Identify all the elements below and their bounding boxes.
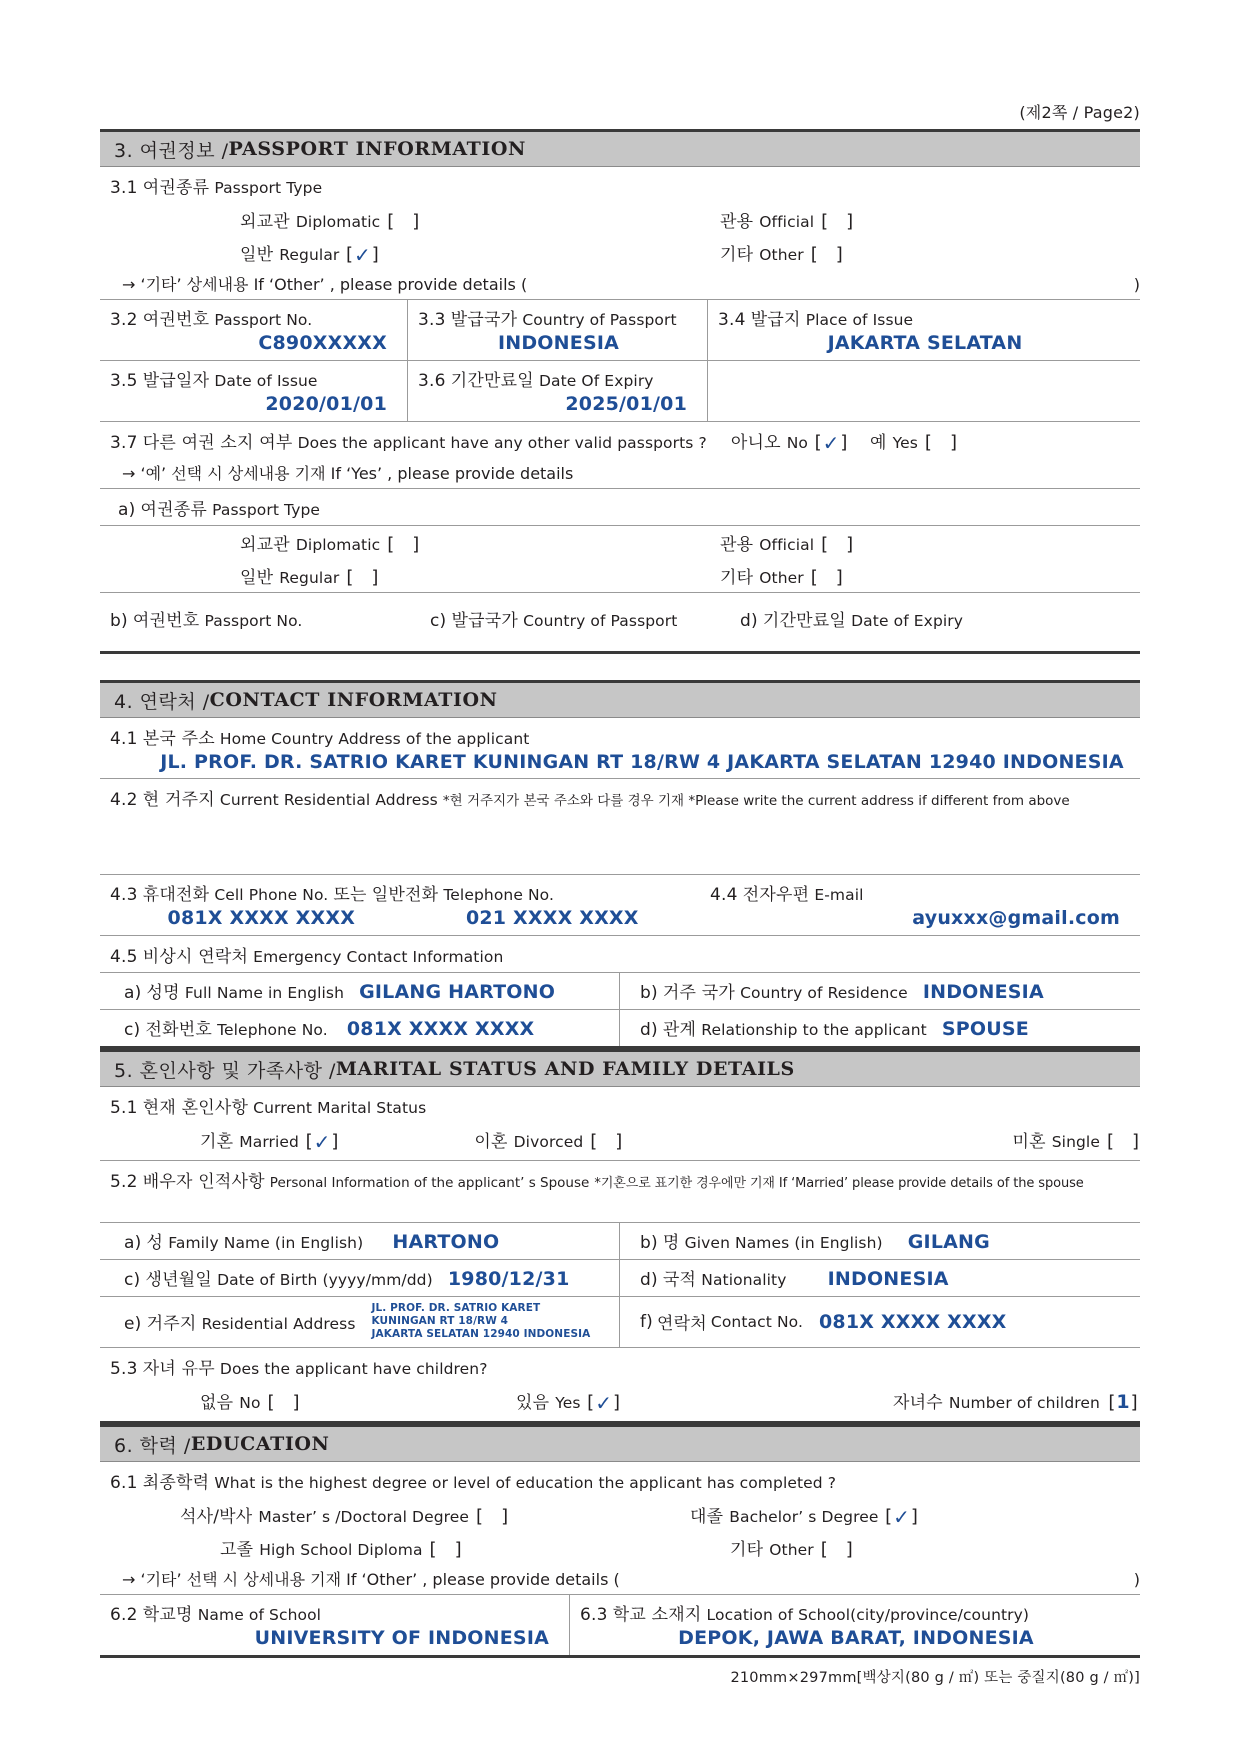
option-other-ko: 기타	[720, 245, 754, 265]
field-6-3-label-en: Location of School(city/province/country)	[706, 1606, 1030, 1625]
field-4-5-c-label-ko: 전화번호	[145, 1020, 212, 1040]
field-3-6-label-en: Date Of Expiry	[538, 372, 654, 390]
field-3-1-number: 3.1	[110, 178, 138, 198]
field-4-5-b-letter: b)	[640, 983, 658, 1003]
option-regular-ko: 일반	[240, 245, 274, 265]
field-4-3-phone[interactable]	[100, 875, 700, 935]
field-6-1-label-ko: 최종학력	[142, 1473, 210, 1494]
checkbox-master-doctoral[interactable]: [ ]	[476, 1506, 509, 1528]
field-5-2-b-label-ko: 명	[662, 1233, 680, 1253]
option-high-school-ko: 고졸	[220, 1540, 254, 1561]
passport-details-row-2	[100, 361, 1140, 422]
checkbox-children-yes[interactable]: [ ✓ ]	[587, 1390, 620, 1415]
field-3-5-date-of-issue[interactable]	[100, 361, 408, 421]
field-4-3-cell-value: 081X XXXX XXXX	[167, 907, 356, 929]
field-5-2-label-ko: 배우자 인적사항	[142, 1172, 265, 1192]
check-mark-icon: ✓	[313, 1129, 331, 1154]
option-diplomatic-ko: 외교관	[240, 212, 290, 232]
field-4-5-b-label-ko: 거주 국가	[662, 983, 736, 1003]
field-3-1-label-ko: 여권종류	[142, 178, 210, 198]
checkbox-bachelor[interactable]: [ ✓ ]	[885, 1504, 918, 1529]
section5-title-ko: 5. 혼인사항 및 가족사항 /	[114, 1059, 336, 1082]
field-3-3-label-en: Country of Passport	[522, 311, 677, 329]
option-married-ko: 기혼	[200, 1132, 234, 1152]
option-married-en: Married	[239, 1133, 299, 1151]
field-5-1-label-ko: 현재 혼인사항	[142, 1098, 249, 1118]
checkbox-diplomatic[interactable]: [ ]	[387, 211, 420, 232]
field-3-3-number: 3.3	[418, 310, 446, 330]
field-3-7-d-label-en: Date of Expiry	[851, 612, 964, 630]
checkbox-official[interactable]: [ ]	[821, 211, 854, 232]
field-5-2-c-label-en: Date of Birth (yyyy/mm/dd)	[217, 1271, 433, 1289]
field-4-5-b-label-en: Country of Residence	[740, 984, 908, 1002]
field-4-5-label-en: Emergency Contact Information	[253, 948, 504, 966]
checkbox-other-passports-yes[interactable]: [ ]	[924, 432, 957, 453]
field-4-3-number: 4.3	[110, 885, 138, 905]
field-4-5-label-ko: 비상시 연락처	[142, 947, 249, 967]
checkbox-option-children-no[interactable]	[200, 1388, 301, 1413]
option-master-ko: 석사/박사	[180, 1507, 253, 1528]
checkbox-regular[interactable]: [ ✓ ]	[345, 242, 379, 267]
field-3-7-c-letter: c)	[430, 611, 447, 631]
field-3-2-number: 3.2	[110, 310, 138, 330]
emergency-contact-row-1	[100, 973, 1140, 1010]
field-6-2-name-of-school[interactable]	[100, 1595, 570, 1655]
field-5-2-d-label-en: Nationality	[701, 1271, 787, 1289]
education-options-row-2	[100, 1531, 1140, 1564]
option-other-en: Other	[759, 246, 804, 264]
marital-status-options	[100, 1123, 1140, 1161]
field-4-5-b-value: INDONESIA	[922, 981, 1044, 1003]
education-other-details-prompt: → ‘기타’ 선택 시 상세내용 기재 If ‘Other’ , please provide details (	[122, 1570, 620, 1590]
emergency-contact-row-2	[100, 1010, 1140, 1049]
field-4-1-label-en: Home Country Address of the applicant	[219, 730, 530, 748]
field-5-1-label-en: Current Marital Status	[253, 1099, 427, 1117]
option-other-official-en: Official	[759, 536, 815, 554]
field-6-3-number: 6.3	[580, 1605, 608, 1626]
option-bachelor-ko: 대졸	[690, 1507, 724, 1528]
field-5-2-f-contact-no[interactable]	[620, 1297, 1140, 1347]
field-3-1-other-details[interactable]	[100, 269, 1140, 300]
field-4-5-c-letter: c)	[124, 1020, 141, 1040]
field-6-1-number: 6.1	[110, 1473, 138, 1494]
field-3-7-number: 3.7	[110, 433, 138, 453]
option-divorced-en: Divorced	[513, 1133, 584, 1151]
field-5-2-d-letter: d)	[640, 1270, 658, 1290]
checkbox-option-other-other[interactable]	[720, 563, 844, 588]
checkbox-option-master-doctoral[interactable]	[180, 1502, 509, 1527]
field-3-6-label-ko: 기간만료일	[450, 371, 534, 391]
option-other-other-en: Other	[759, 569, 804, 587]
option-other-other-ko: 기타	[720, 568, 754, 588]
field-5-2-b-value: GILANG	[907, 1231, 990, 1253]
other-passport-type-options-row-1	[100, 526, 1140, 559]
checkbox-married[interactable]: [ ✓ ]	[305, 1129, 339, 1154]
field-4-5-emergency-contact	[100, 936, 1140, 973]
option-single-en: Single	[1051, 1133, 1100, 1151]
field-6-2-label-en: Name of School	[197, 1606, 322, 1625]
field-5-2-a-label-ko: 성	[146, 1233, 164, 1253]
field-5-1-number: 5.1	[110, 1098, 138, 1118]
field-5-2-f-value: 081X XXXX XXXX	[818, 1310, 1007, 1333]
field-4-3-label2-ko: 일반전화	[371, 885, 439, 905]
field-6-1-highest-degree	[100, 1462, 1140, 1498]
yes-details-prompt: → ‘예’ 선택 시 상세내용 기재 If ‘Yes’ , please provide details	[122, 464, 574, 483]
field-5-2-c-date-of-birth[interactable]	[100, 1260, 620, 1296]
field-3-5-number: 3.5	[110, 371, 138, 391]
field-6-2-value: UNIVERSITY OF INDONESIA	[254, 1627, 549, 1650]
field-3-4-label-ko: 발급지	[750, 310, 801, 330]
field-4-5-a-label-en: Full Name in English	[184, 984, 345, 1002]
field-4-2-label-ko: 현 거주지	[142, 790, 215, 810]
field-3-7-yes-details	[100, 458, 1140, 489]
option-high-school-en: High School Diploma	[259, 1541, 423, 1560]
field-5-1-marital-status	[100, 1087, 1140, 1123]
field-3-2-passport-no[interactable]	[100, 300, 408, 360]
field-3-7-b-passport-no[interactable]	[100, 601, 420, 637]
field-3-7-label-en: Does the applicant have any other valid passports ?	[297, 434, 707, 452]
field-3-7-d-label-ko: 기간만료일	[762, 611, 847, 631]
field-6-2-number: 6.2	[110, 1605, 138, 1626]
field-5-2-e-residential-address[interactable]	[100, 1297, 620, 1347]
checkbox-education-other[interactable]: [ ]	[820, 1539, 853, 1561]
field-3-7-other-passports	[100, 422, 1140, 458]
field-5-2-b-label-en: Given Names (in English)	[684, 1234, 883, 1252]
checkbox-option-other-regular[interactable]	[240, 563, 379, 588]
field-6-3-location-of-school[interactable]	[570, 1595, 1140, 1655]
field-5-2-d-label-ko: 국적	[662, 1270, 697, 1290]
field-4-3-label-ko: 휴대전화	[142, 885, 210, 905]
field-4-3-or: 또는	[333, 885, 367, 905]
checkbox-other-diplomatic[interactable]: [ ]	[387, 534, 420, 555]
checkbox-other-official[interactable]: [ ]	[821, 534, 854, 555]
section-header-contact-information	[100, 680, 1140, 718]
field-3-7-b-label-ko: 여권번호	[132, 611, 200, 631]
field-3-7-c-country-of-passport[interactable]	[420, 601, 730, 637]
phone-email-row	[100, 875, 1140, 936]
children-count-box[interactable]: [ 1 ]	[1108, 1391, 1138, 1414]
option-divorced-ko: 이혼	[474, 1132, 508, 1152]
field-4-4-number: 4.4	[710, 885, 738, 905]
field-3-4-number: 3.4	[718, 310, 746, 330]
field-5-2-number: 5.2	[110, 1172, 138, 1192]
field-5-2-d-value: INDONESIA	[827, 1268, 949, 1290]
option-other-diplomatic-ko: 외교관	[240, 535, 290, 555]
section4-title-ko: 4. 연락처 /	[114, 690, 210, 713]
check-mark-icon: ✓	[354, 242, 371, 267]
option-bachelor-en: Bachelor’ s Degree	[729, 1508, 879, 1527]
field-4-5-d-label-ko: 관계	[662, 1020, 697, 1040]
checkbox-option-other-passports-yes[interactable]	[870, 428, 958, 453]
field-4-4-label-ko: 전자우편	[742, 885, 810, 905]
checkbox-option-other-passport-type[interactable]	[720, 240, 844, 265]
option-master-en: Master’ s /Doctoral Degree	[258, 1508, 470, 1527]
field-5-2-a-value: HARTONO	[392, 1231, 500, 1253]
checkbox-other-regular[interactable]: [ ]	[346, 567, 379, 588]
checkbox-other-passports-no[interactable]: [ ✓ ]	[814, 430, 848, 455]
other-details-prompt: → ‘기타’ 상세내용 If ‘Other’ , please provide details (	[122, 275, 528, 294]
education-other-details-close-paren: )	[1133, 1570, 1140, 1590]
field-4-4-label-en: E-mail	[814, 886, 864, 904]
field-5-2-b-given-names[interactable]	[620, 1223, 1140, 1259]
option-yes-ko: 예	[869, 433, 887, 453]
field-3-2-value: C890XXXXX	[258, 332, 387, 354]
checkbox-option-divorced[interactable]	[474, 1127, 623, 1152]
field-4-1-number: 4.1	[110, 729, 138, 749]
field-3-7-d-date-of-expiry[interactable]	[730, 601, 971, 637]
option-children-yes-en: Yes	[555, 1394, 581, 1413]
field-3-7-c-label-en: Country of Passport	[523, 612, 678, 630]
field-3-1-passport-type	[100, 167, 1140, 203]
children-options	[100, 1384, 1140, 1424]
field-5-2-c-label-ko: 생년월일	[145, 1270, 212, 1290]
field-5-3-label-ko: 자녀 유무	[142, 1359, 215, 1380]
field-4-3-label2-en: Telephone No.	[443, 886, 555, 904]
field-6-3-label-ko: 학교 소재지	[612, 1605, 702, 1626]
children-count-label-ko: 자녀수	[893, 1393, 943, 1414]
option-official-ko: 관용	[720, 212, 754, 232]
option-other-regular-en: Regular	[279, 569, 340, 587]
checkbox-option-diplomatic[interactable]	[240, 207, 420, 232]
checkbox-option-official[interactable]	[720, 207, 854, 232]
checkbox-option-education-other[interactable]	[730, 1535, 854, 1560]
field-5-3-children	[100, 1348, 1140, 1384]
field-5-3-number: 5.3	[110, 1359, 138, 1380]
field-number-of-children[interactable]	[893, 1388, 1140, 1413]
school-row	[100, 1595, 1140, 1658]
checkbox-option-married[interactable]	[200, 1127, 339, 1152]
field-3-7-b-letter: b)	[110, 611, 128, 631]
spouse-row-2	[100, 1260, 1140, 1297]
field-4-2-current-address[interactable]	[100, 779, 1140, 875]
check-mark-icon: ✓	[595, 1390, 612, 1415]
field-3-4-place-of-issue[interactable]	[708, 300, 1140, 360]
field-5-2-spouse-info	[100, 1161, 1140, 1223]
field-4-3-label-en: Cell Phone No.	[214, 886, 329, 904]
field-6-1-other-details[interactable]	[100, 1564, 1140, 1595]
children-count-label-en: Number of children	[948, 1394, 1100, 1413]
field-5-2-a-letter: a)	[124, 1233, 142, 1253]
option-children-yes-ko: 있음	[516, 1393, 550, 1414]
option-yes-en: Yes	[892, 434, 918, 452]
section-header-passport-information	[100, 129, 1140, 167]
field-4-5-number: 4.5	[110, 947, 138, 967]
field-4-5-a-full-name[interactable]	[100, 973, 620, 1009]
section-header-marital-status	[100, 1049, 1140, 1087]
passport-type-options-row-1	[100, 203, 1140, 236]
option-diplomatic-en: Diplomatic	[295, 213, 381, 231]
checkbox-other-passport-type[interactable]: [ ]	[810, 244, 843, 265]
field-3-3-country-of-passport[interactable]	[408, 300, 708, 360]
field-4-5-d-value: SPOUSE	[941, 1018, 1029, 1040]
checkbox-divorced[interactable]: [ ]	[590, 1131, 623, 1152]
field-5-2-c-letter: c)	[124, 1270, 141, 1290]
other-details-close-paren: )	[1133, 275, 1140, 294]
education-options-row-1	[100, 1498, 1140, 1531]
field-3-7-a-label-en: Passport Type	[212, 501, 321, 519]
section6-title-ko: 6. 학력 /	[114, 1434, 191, 1457]
field-3-7-a-label-ko: 여권종류	[140, 500, 208, 520]
page-number: (제2쪽 / Page2)	[1019, 103, 1140, 122]
passport-details-row-1	[100, 300, 1140, 361]
field-4-5-d-relationship[interactable]	[620, 1010, 1140, 1046]
field-4-1-value: JL. PROF. DR. SATRIO KARET KUNINGAN RT 18/RW 4 JAKARTA SELATAN 12940 INDONESIA	[160, 751, 1124, 773]
option-no-ko: 아니오	[730, 433, 781, 453]
field-5-2-label-en: Personal Information of the applicant’ s Spouse	[269, 1175, 590, 1191]
field-4-2-note: *현 거주지가 본국 주소와 다를 경우 기재 *Please write the current address if different from above	[442, 793, 1070, 809]
field-3-7-label-ko: 다른 여권 소지 여부	[142, 433, 293, 453]
field-3-1-label-en: Passport Type	[214, 179, 323, 197]
field-3-2-label-en: Passport No.	[214, 311, 313, 329]
field-4-2-number: 4.2	[110, 790, 138, 810]
check-mark-icon: ✓	[822, 430, 840, 455]
field-3-2-label-ko: 여권번호	[142, 310, 210, 330]
section6-title-en: EDUCATION	[190, 1433, 330, 1456]
field-3-7-a-letter: a)	[118, 500, 136, 520]
field-6-3-value: DEPOK, JAWA BARAT, INDONESIA	[678, 1627, 1034, 1650]
field-5-2-e-value-line1: JL. PROF. DR. SATRIO KARET	[371, 1302, 541, 1314]
field-5-2-a-family-name[interactable]	[100, 1223, 620, 1259]
field-4-3-tel-value: 021 XXXX XXXX	[465, 907, 639, 929]
option-other-official-ko: 관용	[720, 535, 754, 555]
checkbox-option-high-school[interactable]	[220, 1535, 463, 1560]
field-5-2-e-letter: e)	[124, 1314, 142, 1335]
field-5-2-c-value: 1980/12/31	[447, 1268, 570, 1290]
checkbox-option-children-yes[interactable]	[516, 1388, 621, 1413]
option-education-other-en: Other	[769, 1541, 814, 1560]
checkbox-high-school[interactable]: [ ]	[429, 1539, 462, 1561]
option-children-no-ko: 없음	[200, 1393, 234, 1414]
checkbox-option-bachelor[interactable]	[690, 1502, 919, 1527]
checkbox-children-no[interactable]: [ ]	[267, 1392, 300, 1414]
spouse-row-3	[100, 1297, 1140, 1348]
field-5-2-d-nationality[interactable]	[620, 1260, 1140, 1296]
field-4-5-c-value: 081X XXXX XXXX	[346, 1018, 535, 1040]
field-3-5-label-en: Date of Issue	[214, 372, 318, 390]
spouse-row-1	[100, 1223, 1140, 1260]
field-3-7-d-letter: d)	[740, 611, 758, 631]
field-5-2-b-letter: b)	[640, 1233, 658, 1253]
field-5-2-note: *기혼으로 표기한 경우에만 기재 If ‘Married’ please provide details of the spouse	[594, 1176, 1084, 1191]
field-3-4-value: JAKARTA SELATAN	[827, 332, 1023, 354]
field-3-4-label-en: Place of Issue	[805, 311, 914, 329]
option-official-en: Official	[759, 213, 815, 231]
field-4-5-c-telephone[interactable]	[100, 1010, 620, 1046]
field-3-5-label-ko: 발급일자	[142, 371, 210, 391]
option-children-no-en: No	[239, 1394, 261, 1413]
field-5-2-f-label-en: Contact No.	[710, 1312, 803, 1331]
section4-title-en: CONTACT INFORMATION	[209, 689, 498, 711]
field-3-5-value: 2020/01/01	[265, 393, 387, 415]
passport-type-options-row-2	[100, 236, 1140, 269]
other-passport-bcd-row	[100, 593, 1140, 654]
field-3-7-b-label-en: Passport No.	[204, 612, 303, 630]
field-3-3-value: INDONESIA	[497, 332, 620, 354]
field-4-5-b-country-of-residence[interactable]	[620, 973, 1140, 1009]
field-5-2-e-label-en: Residential Address	[201, 1315, 356, 1334]
field-5-2-f-letter: f)	[640, 1311, 654, 1332]
field-4-5-a-value: GILANG HARTONO	[359, 981, 556, 1003]
checkbox-single[interactable]: [ ]	[1106, 1131, 1140, 1152]
field-4-1-home-address[interactable]	[100, 718, 1140, 779]
field-5-3-label-en: Does the applicant have children?	[219, 1360, 488, 1379]
field-3-7-a-passport-type	[100, 489, 1140, 526]
field-3-6-value: 2025/01/01	[565, 393, 687, 415]
field-6-2-label-ko: 학교명	[142, 1605, 193, 1626]
passport-details-blank-cell	[708, 361, 1140, 421]
checkbox-option-other-passports-no[interactable]	[731, 428, 848, 453]
option-other-diplomatic-en: Diplomatic	[295, 536, 381, 554]
other-passport-type-options-row-2	[100, 559, 1140, 593]
section3-title-en: PASSPORT INFORMATION	[228, 138, 527, 160]
section3-title-ko: 3. 여권정보 /	[114, 139, 229, 162]
field-5-2-e-value-line2: KUNINGAN RT 18/RW 4	[371, 1315, 509, 1328]
checkbox-option-single[interactable]	[1012, 1127, 1140, 1152]
field-5-2-f-label-ko: 연락처	[657, 1314, 707, 1335]
option-other-regular-ko: 일반	[240, 568, 274, 588]
children-count-value: 1	[1116, 1391, 1130, 1414]
checkbox-option-other-official[interactable]	[720, 530, 854, 555]
option-single-ko: 미혼	[1012, 1132, 1046, 1152]
checkbox-option-regular[interactable]	[240, 240, 379, 265]
section5-title-en: MARITAL STATUS AND FAMILY DETAILS	[335, 1058, 795, 1080]
field-4-5-c-label-en: Telephone No.	[217, 1021, 328, 1039]
field-4-5-d-label-en: Relationship to the applicant	[701, 1021, 927, 1039]
field-5-2-e-label-ko: 거주지	[146, 1314, 197, 1335]
checkbox-option-other-diplomatic[interactable]	[240, 530, 420, 555]
option-education-other-ko: 기타	[730, 1540, 764, 1561]
option-no-en: No	[786, 434, 808, 452]
paper-spec-footer: 210mm×297mm[백상지(80 g / ㎡) 또는 중질지(80 g / ㎡)]	[730, 1670, 1140, 1687]
field-5-2-a-label-en: Family Name (in English)	[168, 1234, 364, 1252]
field-3-6-date-of-expiry[interactable]	[408, 361, 708, 421]
checkbox-other-other[interactable]: [ ]	[810, 567, 843, 588]
field-4-4-value: ayuxxx@gmail.com	[912, 907, 1120, 929]
field-3-7-c-label-ko: 발급국가	[451, 611, 518, 631]
field-5-2-e-value-line3: JAKARTA SELATAN 12940 INDONESIA	[371, 1328, 591, 1341]
field-4-1-label-ko: 본국 주소	[142, 729, 215, 749]
check-mark-icon: ✓	[893, 1504, 910, 1529]
field-4-4-email[interactable]	[700, 875, 1140, 935]
field-6-1-label-en: What is the highest degree or level of education the applicant has completed ?	[214, 1474, 837, 1493]
field-3-3-label-ko: 발급국가	[450, 310, 518, 330]
field-4-5-a-letter: a)	[124, 983, 142, 1003]
field-4-5-d-letter: d)	[640, 1020, 658, 1040]
option-regular-en: Regular	[279, 246, 340, 264]
field-4-2-label-en: Current Residential Address	[219, 791, 438, 809]
field-4-5-a-label-ko: 성명	[146, 983, 180, 1003]
field-3-6-number: 3.6	[418, 371, 446, 391]
section-header-education	[100, 1424, 1140, 1462]
